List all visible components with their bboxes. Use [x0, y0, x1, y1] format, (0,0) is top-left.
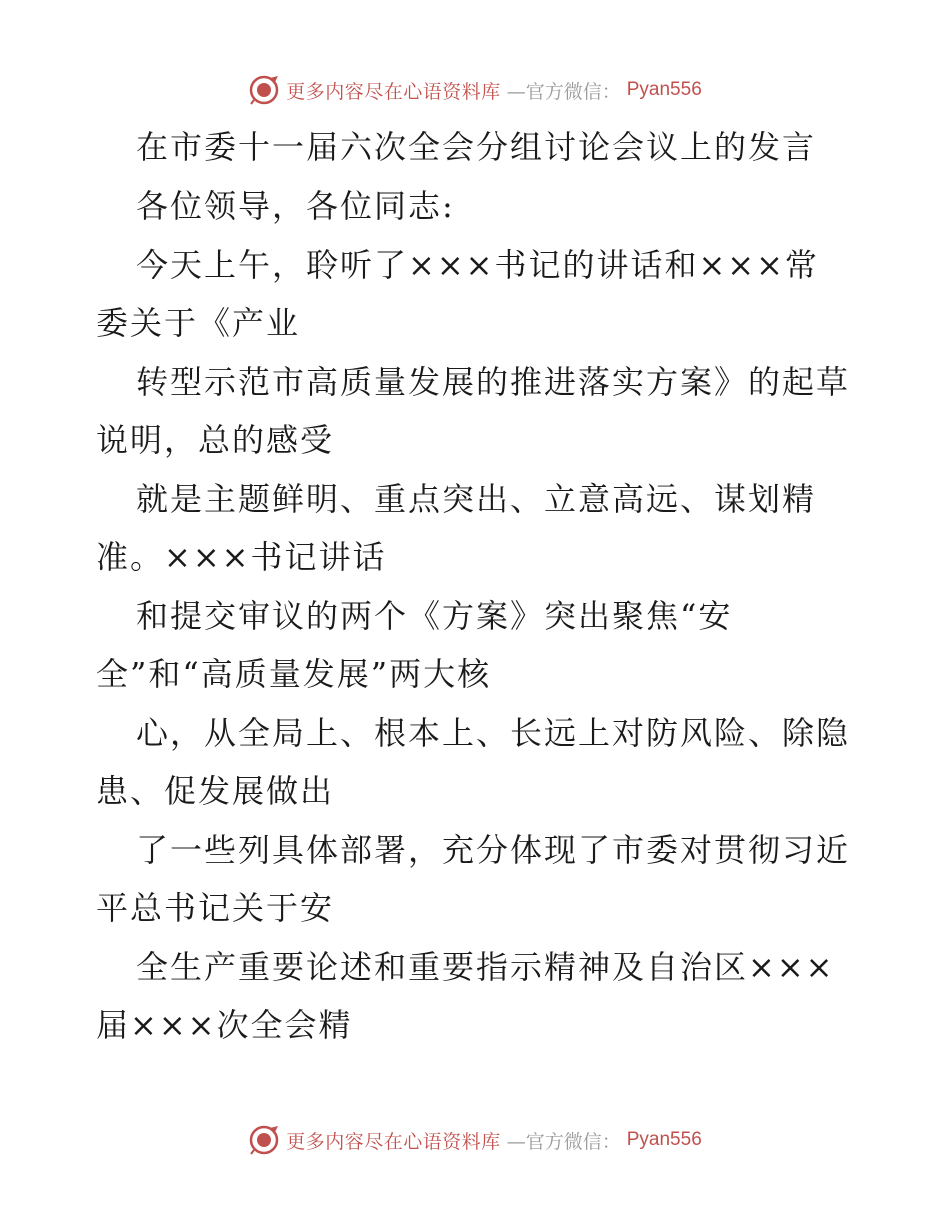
salutation: 各位领导，各位同志: [136, 187, 455, 225]
watermark-text: 更多内容尽在心语资料库 [286, 1130, 501, 1153]
text-line: 患、促发展做出 [96, 772, 335, 810]
text-line: 心，从全局上、根本上、长远上对防风险、除隐 [136, 714, 851, 752]
quill-logo-icon [248, 74, 280, 106]
text-line: 全生产重要论述和重要指示精神及自治区××× [136, 948, 835, 986]
watermark-separator: —官方微信： [506, 80, 621, 103]
text-line: 届×××次全会精 [96, 1006, 353, 1044]
document-title: 在市委十一届六次全会分组讨论会议上的发言 [136, 128, 817, 166]
watermark-separator: —官方微信： [506, 1130, 621, 1153]
text-line: 就是主题鲜明、重点突出、立意高远、谋划精 [136, 480, 817, 518]
watermark-text: 更多内容尽在心语资料库 [286, 80, 501, 103]
text-line: 委关于《产业 [96, 304, 301, 342]
text-line: 和提交审议的两个《方案》突出聚焦“安 [136, 597, 733, 635]
text-line: 全”和“高质量发展”两大核 [96, 655, 492, 693]
text-line: 今天上午，聆听了×××书记的讲话和×××常 [136, 246, 819, 284]
quill-logo-icon [248, 1124, 280, 1156]
text-line: 转型示范市高质量发展的推进落实方案》的起草 [136, 363, 851, 401]
footer-watermark [0, 1122, 950, 1158]
header-watermark [0, 72, 950, 108]
text-line: 说明，总的感受 [96, 421, 335, 459]
text-line: 准。×××书记讲话 [96, 538, 387, 576]
watermark-id: Pyan556 [626, 1129, 702, 1150]
text-line: 了一些列具体部署，充分体现了市委对贯彻习近 [136, 831, 851, 869]
text-line: 平总书记关于安 [96, 889, 335, 927]
watermark-id: Pyan556 [626, 79, 702, 100]
